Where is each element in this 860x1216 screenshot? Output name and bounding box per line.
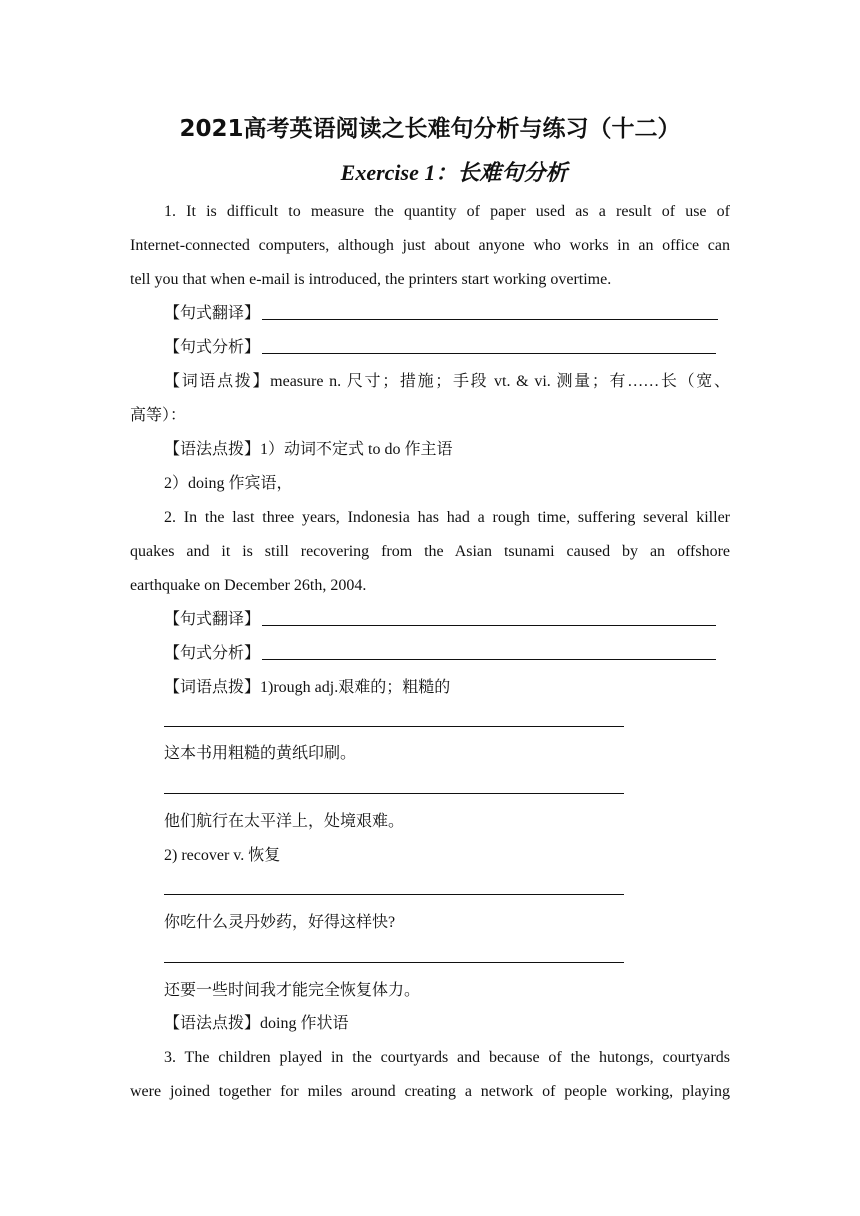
item2-translation-row xyxy=(164,609,730,631)
answer-blank-3 xyxy=(164,894,624,895)
translation-label: 【句式翻译】 xyxy=(164,611,261,628)
item2-analysis-row xyxy=(164,643,730,665)
translation-blank xyxy=(262,303,718,320)
item1-analysis-row xyxy=(164,337,730,359)
item1-translation-row xyxy=(164,303,730,325)
item2-grammar-line: 【语法点拨】doing 作状语 xyxy=(164,1015,349,1032)
item2-vocab-line-1: 【词语点拨】1)rough adj.艰难的；粗糙的 xyxy=(164,679,451,696)
item1-sentence-line-1: 1. It is difficult to measure the quantity of paper used as a result of use of xyxy=(164,203,730,220)
exercise-heading: Exercise 1：长难句分析 xyxy=(340,160,568,185)
item1-vocab-line-2: 高等）： xyxy=(130,407,187,424)
item1-grammar-line-1: 【语法点拨】1）动词不定式 to do 作主语 xyxy=(164,441,453,458)
item1-vocab-line-1: 【词语点拨】measure n. 尺寸；措施；手段 vt. & vi. 测量；有……长（宽、 xyxy=(164,373,730,390)
item1-sentence-line-3: tell you that when e-mail is introduced, the printers start working overtime. xyxy=(130,271,612,288)
item1-grammar-line-2: 2）doing 作宾语， xyxy=(164,475,293,492)
item2-example-sentence-1: 这本书用粗糙的黄纸印刷。 xyxy=(164,745,357,762)
analysis-blank xyxy=(262,643,716,660)
analysis-blank xyxy=(262,337,716,354)
item2-example-sentence-3: 你吃什么灵丹妙药，好得这样快? xyxy=(164,914,396,931)
item2-example-sentence-4: 还要一些时间我才能完全恢复体力。 xyxy=(164,982,421,999)
analysis-label: 【句式分析】 xyxy=(164,339,261,356)
page-title: 2021高考英语阅读之长难句分析与练习（十二） xyxy=(179,116,681,142)
item2-example-sentence-2: 他们航行在太平洋上，处境艰难。 xyxy=(164,813,405,830)
item2-sentence-line-3: earthquake on December 26th, 2004. xyxy=(130,577,367,594)
item2-sentence-line-1: 2. In the last three years, Indonesia has had a rough time, suffering several killer xyxy=(164,509,730,526)
analysis-label: 【句式分析】 xyxy=(164,645,261,662)
item3-sentence-line-2: were joined together for miles around creating a network of people working, playing xyxy=(130,1083,730,1100)
answer-blank-1 xyxy=(164,726,624,727)
translation-label: 【句式翻译】 xyxy=(164,305,261,322)
item3-sentence-line-1: 3. The children played in the courtyards and because of the hutongs, courtyards xyxy=(164,1049,730,1066)
item1-sentence-line-2: Internet-connected computers, although just about anyone who works in an office can xyxy=(130,237,730,254)
answer-blank-2 xyxy=(164,793,624,794)
translation-blank xyxy=(262,609,716,626)
item2-sentence-line-2: quakes and it is still recovering from the Asian tsunami caused by an offshore xyxy=(130,543,730,560)
item2-vocab-line-2: 2) recover v. 恢复 xyxy=(164,847,281,864)
answer-blank-4 xyxy=(164,962,624,963)
